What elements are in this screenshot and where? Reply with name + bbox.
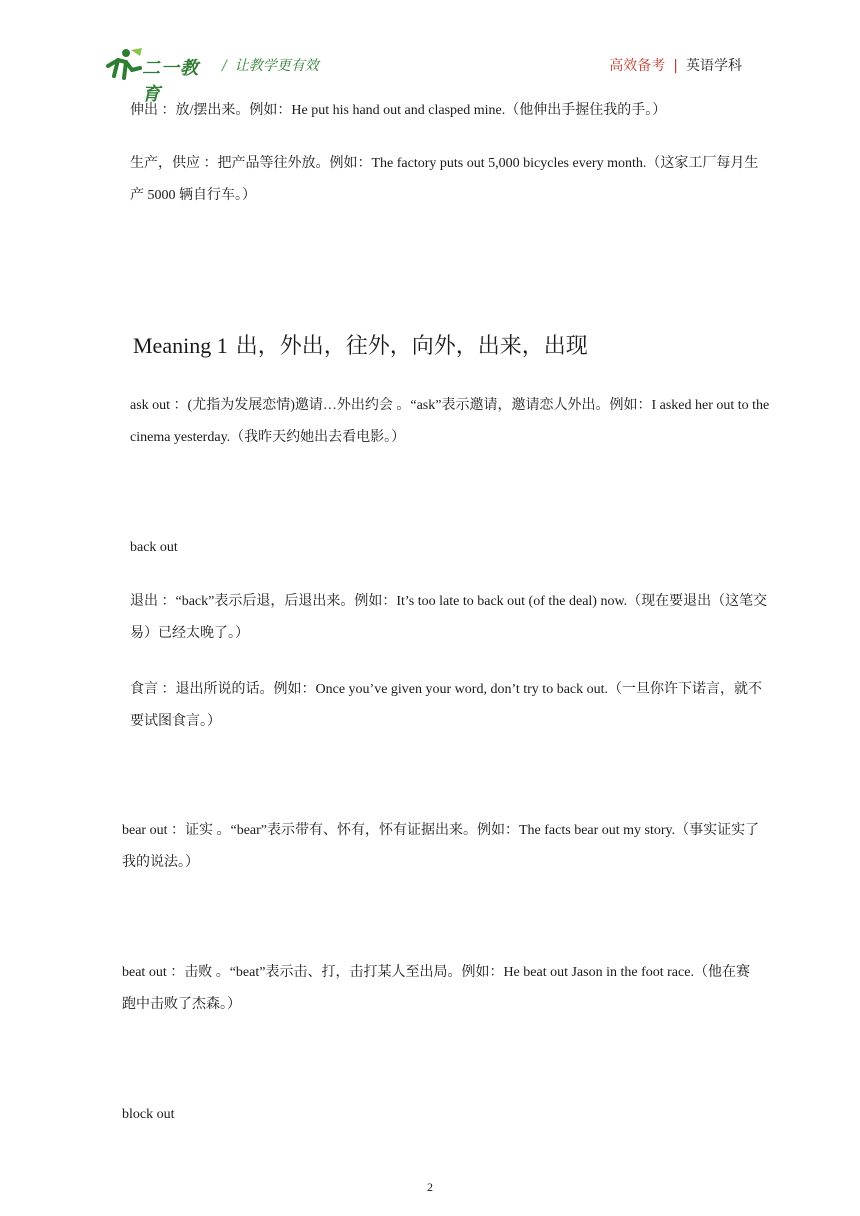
header-tag-left: 高效备考 [609,58,666,74]
entry-back-out-meaning-1: 退出 ：“back”表示后退，后退出来。例如：It’s too late to back out (of the deal) now.（现在要退出（这笔交易）已经太晚了。） [130,594,768,641]
slogan-text: 让教学更有效 [234,58,319,74]
header-separator: | [673,58,678,74]
logo [104,46,216,105]
page-number: 2 [427,1180,433,1194]
entry-block-out: block out [122,1107,175,1122]
entry-ask-out: ask out ：(尤指为发展恋情)邀请…外出约会 。“ask”表示邀请，邀请恋人外出。例如：I asked her out to the cinema yesterday.（我昨天约她出去看电影。） [130,398,770,445]
section-heading [133,330,588,363]
header-tag-right: 英语学科 [686,58,742,74]
heading-en: Meaning 1 [133,333,228,358]
runner-logo-icon [104,46,144,82]
entry-back-out-meaning-2: 食言 ：退出所说的话。例如：Once you’ve given your word, don’t try to back out.（一旦你许下诺言，就不要试图食言。） [130,682,763,729]
page-header [0,0,860,105]
entry-back-out: back out [130,540,178,555]
paragraph-2: 生产，供应 ：把产品等往外放。例如：The factory puts out 5,000 bicycles every month.（这家工厂每月生产 5000 辆自行车。） [130,156,759,203]
slogan [222,55,319,75]
entry-bear-out: bear out ：证实 。“bear”表示带有、怀有，怀有证据出来。例如：The facts bear out my story.（事实证实了我的说法。） [122,823,760,870]
slogan-slash: / [222,58,227,74]
heading-zh: 出，外出，往外，向外，出来，出现 [235,334,588,359]
logo-text: 二一教育 [142,58,199,105]
entry-beat-out: beat out ：击败 。“beat”表示击、打，击打某人至出局。例如：He beat out Jason in the foot race.（他在赛跑中击败了杰森。） [122,965,750,1012]
subject-label [609,55,742,75]
paragraph-1: 伸出 ：放/摆出来。例如：He put his hand out and clasped mine.（他伸出手握住我的手。） [130,103,667,118]
